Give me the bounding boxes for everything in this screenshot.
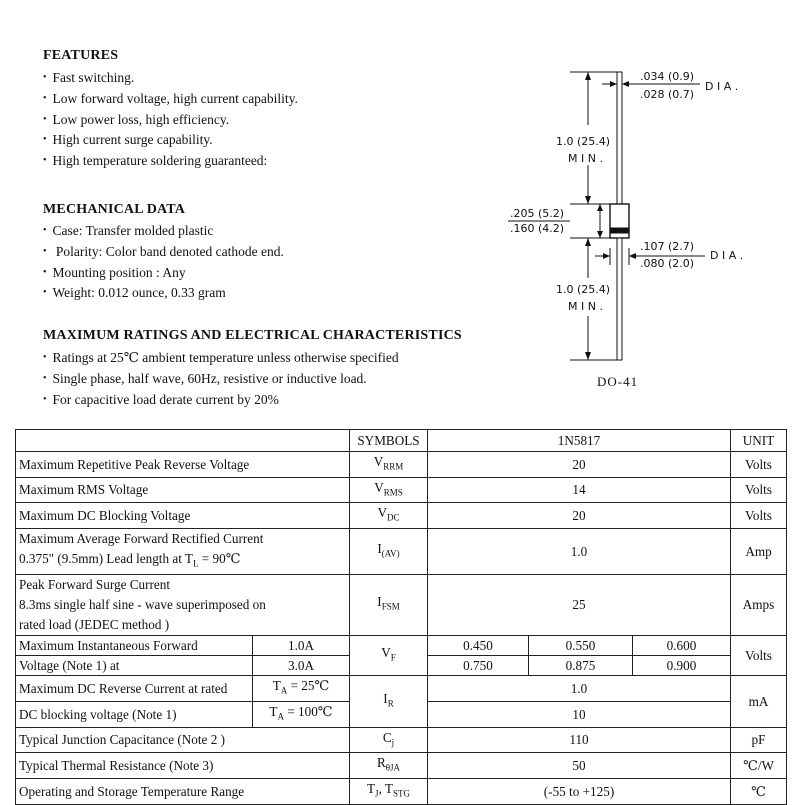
value-cell: 25 [428, 574, 731, 635]
header-unit: UNIT [731, 430, 787, 452]
param-cell: Maximum RMS Voltage [16, 477, 350, 503]
list-item: • Low power loss, high efficiency. [43, 110, 298, 131]
table-row [16, 727, 787, 753]
lead-dia-max: .034 (0.9) [640, 70, 695, 83]
value-cell: 0.450 [428, 635, 529, 655]
unit-cell: ℃/W [731, 753, 787, 779]
symbol-cell: $I_{(AV)}$ [350, 528, 428, 574]
lead-length-bottom: 1.0 (25.4) [556, 283, 611, 296]
table-row [16, 477, 787, 503]
lead-length-bottom-min: M I N . [568, 300, 603, 313]
symbol-cell: $C_j$ [350, 727, 428, 753]
param-cell: Typical Thermal Resistance (Note 3) [16, 753, 350, 779]
list-item: • Fast switching. [43, 68, 298, 89]
header-parameter [16, 430, 350, 452]
body-dia-max: .107 (2.7) [640, 240, 695, 253]
list-item: • Mounting position : Any [43, 263, 284, 284]
param-cell: Typical Junction Capacitance (Note 2 ) [16, 727, 350, 753]
symbol-cell: $V_{DC}$ [350, 503, 428, 529]
symbol-cell: $T_J$, $T_{STG}$ [350, 778, 428, 804]
table-row [16, 753, 787, 779]
symbol-cell: $V_F$ [350, 635, 428, 676]
param-cell: DC blocking voltage (Note 1) [16, 701, 253, 727]
features-list [43, 68, 298, 172]
features-title: FEATURES [43, 48, 119, 63]
list-item: • Ratings at 25℃ ambient temperature unless otherwise specified [43, 348, 399, 369]
param-cell: Maximum Average Forward Rectified Current 0.375" (9.5mm) Lead length at $T_L$ = 90℃ [16, 528, 350, 574]
unit-cell: pF [731, 727, 787, 753]
value-cell: 0.550 [529, 635, 633, 655]
value-cell: (-55 to +125) [428, 778, 731, 804]
body-dia-min: .080 (2.0) [640, 257, 695, 270]
package-outline-drawing [500, 60, 800, 400]
list-item: • High current surge capability. [43, 130, 298, 151]
list-item: • Weight: 0.012 ounce, 0.33 gram [43, 283, 284, 304]
list-item: • Low forward voltage, high current capability. [43, 89, 298, 110]
mechanical-list [43, 221, 284, 304]
header-part-number: 1N5817 [428, 430, 731, 452]
condition-cell: 3.0A [253, 655, 350, 675]
list-item: • Polarity: Color band denoted cathode end. [43, 242, 284, 263]
lead-dia-label: D I A . [705, 80, 739, 93]
param-cell: Maximum Instantaneous Forward [16, 635, 253, 655]
value-cell: 0.900 [633, 655, 731, 675]
table-row [16, 635, 787, 655]
unit-cell: Amp [731, 528, 787, 574]
ratings-list [43, 348, 399, 410]
value-cell: 10 [428, 701, 731, 727]
header-symbols: SYMBOLS [350, 430, 428, 452]
symbol-cell: $V_{RRM}$ [350, 452, 428, 478]
condition-cell: 1.0A [253, 635, 350, 655]
param-cell: Maximum DC Reverse Current at rated [16, 676, 253, 702]
param-cell: Peak Forward Surge Current 8.3ms single half sine - wave superimposed on rated load (JEDEC method ) [16, 574, 350, 635]
unit-cell: Amps [731, 574, 787, 635]
table-row [16, 778, 787, 804]
value-cell: 0.750 [428, 655, 529, 675]
param-cell: Maximum Repetitive Peak Reverse Voltage [16, 452, 350, 478]
unit-cell: ℃ [731, 778, 787, 804]
symbol-cell: $I_{FSM}$ [350, 574, 428, 635]
unit-cell: Volts [731, 635, 787, 676]
value-cell: 20 [428, 452, 731, 478]
list-item: • For capacitive load derate current by 20% [43, 390, 399, 411]
unit-cell: Volts [731, 503, 787, 529]
list-item: • Single phase, half wave, 60Hz, resistive or inductive load. [43, 369, 399, 390]
body-length-min: .160 (4.2) [510, 222, 565, 235]
table-row [16, 574, 787, 635]
param-cell: Operating and Storage Temperature Range [16, 778, 350, 804]
lead-dia-min: .028 (0.7) [640, 88, 695, 101]
unit-cell: Volts [731, 477, 787, 503]
value-cell: 1.0 [428, 676, 731, 702]
param-cell: Maximum DC Blocking Voltage [16, 503, 350, 529]
list-item: • High temperature soldering guaranteed: [43, 151, 298, 172]
value-cell: 0.600 [633, 635, 731, 655]
value-cell: 1.0 [428, 528, 731, 574]
symbol-cell: $R_{\theta JA}$ [350, 753, 428, 779]
table-row [16, 503, 787, 529]
condition-cell: $T_A$ = 100℃ [253, 701, 350, 727]
mechanical-title: MECHANICAL DATA [43, 202, 186, 217]
value-cell: 14 [428, 477, 731, 503]
unit-cell: mA [731, 676, 787, 727]
table-row [16, 676, 787, 702]
lead-length-top: 1.0 (25.4) [556, 135, 611, 148]
table-row [16, 452, 787, 478]
package-name: DO-41 [597, 374, 639, 389]
body-length-max: .205 (5.2) [510, 207, 565, 220]
symbol-cell: $I_R$ [350, 676, 428, 727]
list-item: • Case: Transfer molded plastic [43, 221, 284, 242]
symbol-cell: $V_{RMS}$ [350, 477, 428, 503]
ratings-title: MAXIMUM RATINGS AND ELECTRICAL CHARACTERISTICS [43, 328, 462, 343]
param-cell: Voltage (Note 1) at [16, 655, 253, 675]
characteristics-table [15, 429, 787, 805]
unit-cell: Volts [731, 452, 787, 478]
value-cell: 110 [428, 727, 731, 753]
condition-cell: $T_A$ = 25℃ [253, 676, 350, 702]
value-cell: 20 [428, 503, 731, 529]
lead-length-top-min: M I N . [568, 152, 603, 165]
value-cell: 50 [428, 753, 731, 779]
value-cell: 0.875 [529, 655, 633, 675]
body-dia-label: D I A . [710, 249, 744, 262]
table-header-row [16, 430, 787, 452]
table-row [16, 528, 787, 574]
